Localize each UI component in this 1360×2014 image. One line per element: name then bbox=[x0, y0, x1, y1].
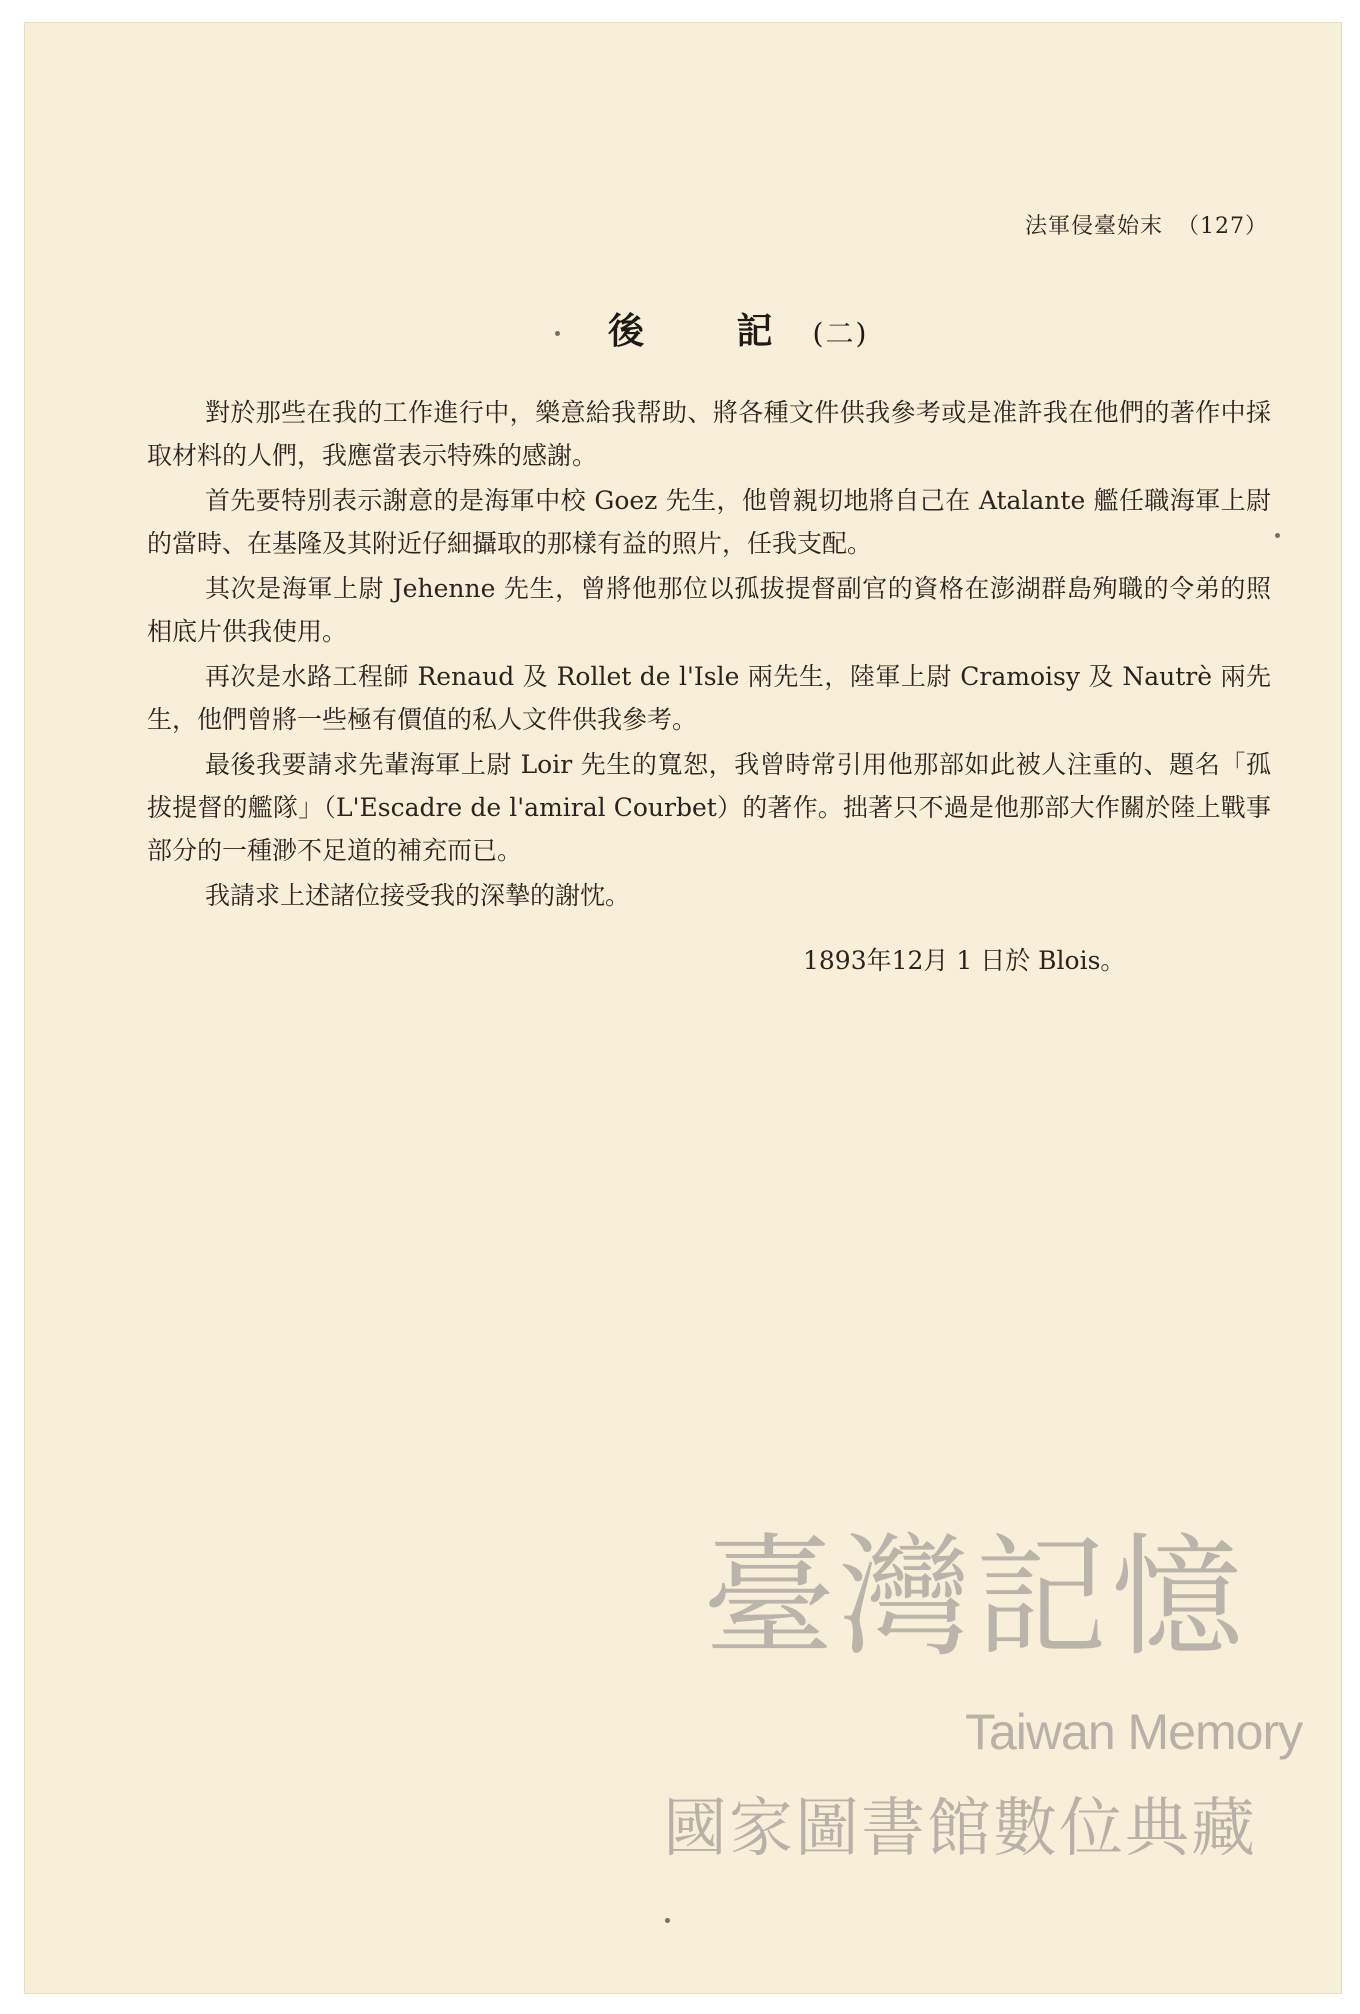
paragraph: 首先要特別表示謝意的是海軍中校 Goez 先生，他曾親切地將自己在 Atalante 艦任職海軍上尉的當時、在基隆及其附近仔細攝取的那樣有益的照片，任我支配。 bbox=[147, 486, 1271, 558]
paragraph: 我請求上述諸位接受我的深摯的謝忱。 bbox=[205, 881, 631, 910]
heading-title: 後 記 bbox=[608, 310, 813, 352]
body-text bbox=[147, 391, 1271, 919]
running-title: 法軍侵臺始末 bbox=[1025, 214, 1164, 239]
paragraph: 其次是海軍上尉 Jehenne 先生，曾將他那位以孤拔提督副官的資格在澎湖群島殉職的令弟的照相底片供我使用。 bbox=[147, 574, 1271, 646]
dateline: 1893年12月 1 日於 Blois。 bbox=[803, 946, 1126, 975]
document-page bbox=[24, 22, 1342, 1994]
watermark-chinese: 國家圖書館數位典藏 bbox=[663, 1792, 1257, 1866]
paragraph: 對於那些在我的工作進行中，樂意給我帮助、將各種文件供我參考或是准許我在他們的著作中採取材料的人們，我應當表示特殊的感謝。 bbox=[147, 398, 1271, 470]
heading-subtitle: (二) bbox=[812, 317, 869, 350]
watermark-english: Taiwan Memory bbox=[965, 1704, 1303, 1760]
paragraph: 最後我要請求先輩海軍上尉 Loir 先生的寬恕，我曾時常引用他那部如此被人注重的、題名「孤拔提督的艦隊」（L'Escadre de l'amiral Courbet）的著作。拙著只不過是他那部大作關於陸上戰事部分的一種渺不足道的補充而已。 bbox=[147, 750, 1271, 865]
section-heading bbox=[608, 303, 868, 354]
paragraph: 再次是水路工程師 Renaud 及 Rollet de l'Isle 兩先生，陸軍上尉 Cramoisy 及 Nautrè 兩先生，他們曾將一些極有價值的私人文件供我參考。 bbox=[147, 662, 1271, 734]
speck-mark bbox=[1275, 533, 1280, 538]
speck-mark bbox=[555, 331, 560, 336]
running-header bbox=[1025, 209, 1268, 240]
speck-mark bbox=[665, 1918, 670, 1923]
page-number: （127） bbox=[1177, 214, 1269, 239]
watermark-logo bbox=[645, 1523, 1305, 1903]
watermark-calligraphy: 臺灣記憶 bbox=[703, 1521, 1247, 1675]
